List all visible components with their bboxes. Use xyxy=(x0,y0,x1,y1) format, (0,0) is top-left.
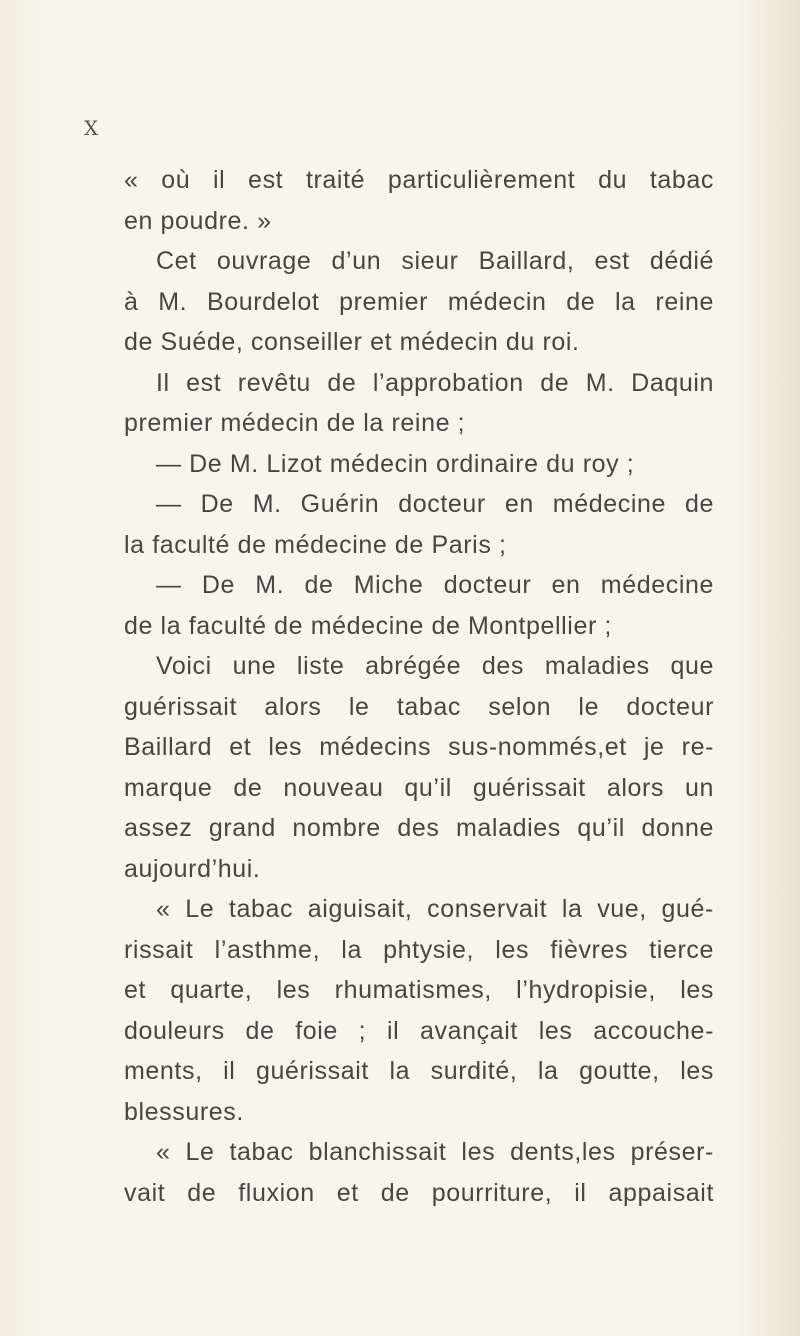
text-line: de Suéde, conseiller et médecin du roi. xyxy=(124,328,580,356)
text-line: « Le tabac aiguisait, conservait la vue, gué- xyxy=(156,895,714,923)
text-line: rissait l’asthme, la phtysie, les fièvres tierce xyxy=(124,935,714,964)
text-line: à M. Bourdelot premier médecin de la reine xyxy=(124,287,714,316)
page-folio: X xyxy=(84,116,99,140)
text-line: Cet ouvrage d’un sieur Baillard, est dédié xyxy=(156,247,714,275)
text-line: de la faculté de médecine de Montpellier ; xyxy=(124,611,612,640)
text-line: la faculté de médecine de Paris ; xyxy=(124,530,507,559)
text-line: et quarte, les rhumatismes, l’hydropisie, les xyxy=(124,976,714,1004)
text-line: — De M. Guérin docteur en médecine de xyxy=(156,490,714,518)
text-line: vait de fluxion et de pourriture, il appaisait xyxy=(124,1178,714,1207)
text-line: Baillard et les médecins sus-nommés,et je re- xyxy=(124,733,714,761)
text-line: marque de nouveau qu’il guérissait alors un xyxy=(124,773,714,802)
text-line: assez grand nombre des maladies qu’il donne xyxy=(124,814,714,842)
text-line: — De M. Lizot médecin ordinaire du roy ; xyxy=(156,449,635,478)
text-line: « Le tabac blanchissait les dents,les préser- xyxy=(156,1138,714,1166)
text-line: guérissait alors le tabac selon le docteur xyxy=(124,692,714,721)
text-line: blessures. xyxy=(124,1097,244,1126)
text-line: premier médecin de la reine ; xyxy=(124,409,466,437)
body-text xyxy=(124,160,714,1213)
text-line: Il est revêtu de l’approbation de M. Daquin xyxy=(156,368,714,397)
text-line: aujourd’hui. xyxy=(124,854,261,883)
text-line: « où il est traité particulièrement du tabac xyxy=(124,166,714,194)
text-line: en poudre. » xyxy=(124,206,272,235)
text-line: — De M. de Miche docteur en médecine xyxy=(156,571,714,599)
text-line: douleurs de foie ; il avançait les accouche- xyxy=(124,1016,714,1045)
text-line: Voici une liste abrégée des maladies que xyxy=(156,652,714,680)
text-line: ments, il guérissait la surdité, la goutte, les xyxy=(124,1057,714,1085)
